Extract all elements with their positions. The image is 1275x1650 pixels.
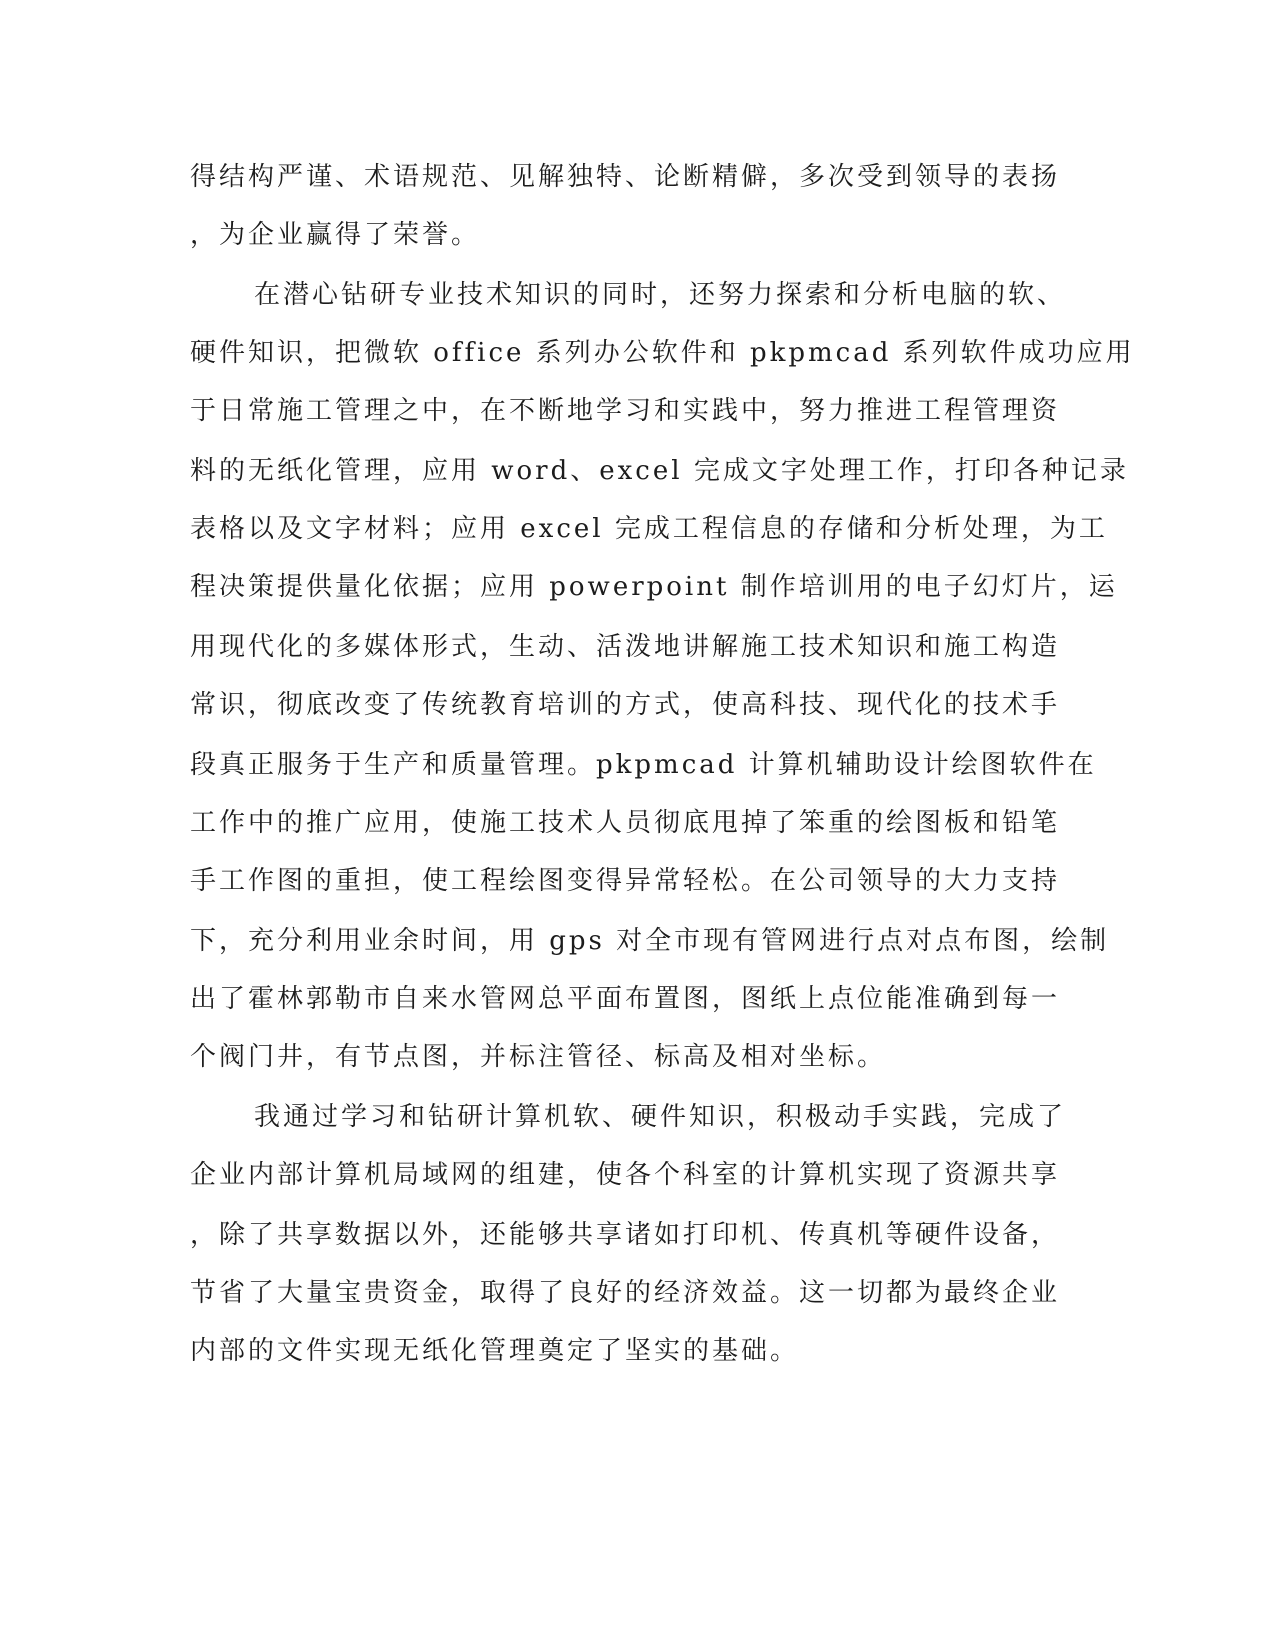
text-line: 程决策提供量化依据；应用 powerpoint 制作培训用的电子幻灯片，运 (190, 572, 1118, 602)
text-line: 段真正服务于生产和质量管理。pkpmcad 计算机辅助设计绘图软件在 (190, 750, 1097, 780)
text-line: 手工作图的重担，使工程绘图变得异常轻松。在公司领导的大力支持 (190, 866, 1061, 896)
text-line: 下，充分利用业余时间，用 gps 对全市现有管网进行点对点布图，绘制 (190, 926, 1110, 956)
text-line: 料的无纸化管理，应用 word、excel 完成文字处理工作，打印各种记录 (190, 456, 1129, 486)
text-line: 个阀门井，有节点图，并标注管径、标高及相对坐标。 (190, 1042, 887, 1072)
text-line: 用现代化的多媒体形式，生动、活泼地讲解施工技术知识和施工构造 (190, 632, 1061, 662)
text-line: 企业内部计算机局域网的组建，使各个科室的计算机实现了资源共享 (190, 1160, 1061, 1190)
text-line: ，为企业赢得了荣誉。 (190, 220, 481, 250)
text-line: ，除了共享数据以外，还能够共享诸如打印机、传真机等硬件设备， (190, 1220, 1061, 1250)
text-line: 常识，彻底改变了传统教育培训的方式，使高科技、现代化的技术手 (190, 690, 1061, 720)
text-line: 硬件知识，把微软 office 系列办公软件和 pkpmcad 系列软件成功应用 (190, 338, 1135, 368)
text-line: 得结构严谨、术语规范、见解独特、论断精僻，多次受到领导的表扬 (190, 162, 1061, 192)
paragraph-start-line: 在潜心钻研专业技术知识的同时，还努力探索和分析电脑的软、 (254, 280, 1067, 310)
text-line: 于日常施工管理之中，在不断地学习和实践中，努力推进工程管理资 (190, 396, 1061, 426)
text-line: 节省了大量宝贵资金，取得了良好的经济效益。这一切都为最终企业 (190, 1278, 1061, 1308)
text-line: 出了霍林郭勒市自来水管网总平面布置图，图纸上点位能准确到每一 (190, 984, 1061, 1014)
text-line: 表格以及文字材料；应用 excel 完成工程信息的存储和分析处理，为工 (190, 514, 1108, 544)
text-line: 工作中的推广应用，使施工技术人员彻底甩掉了笨重的绘图板和铅笔 (190, 808, 1061, 838)
text-line: 内部的文件实现无纸化管理奠定了坚实的基础。 (190, 1336, 800, 1366)
paragraph-start-line: 我通过学习和钻研计算机软、硬件知识，积极动手实践，完成了 (254, 1102, 1067, 1132)
